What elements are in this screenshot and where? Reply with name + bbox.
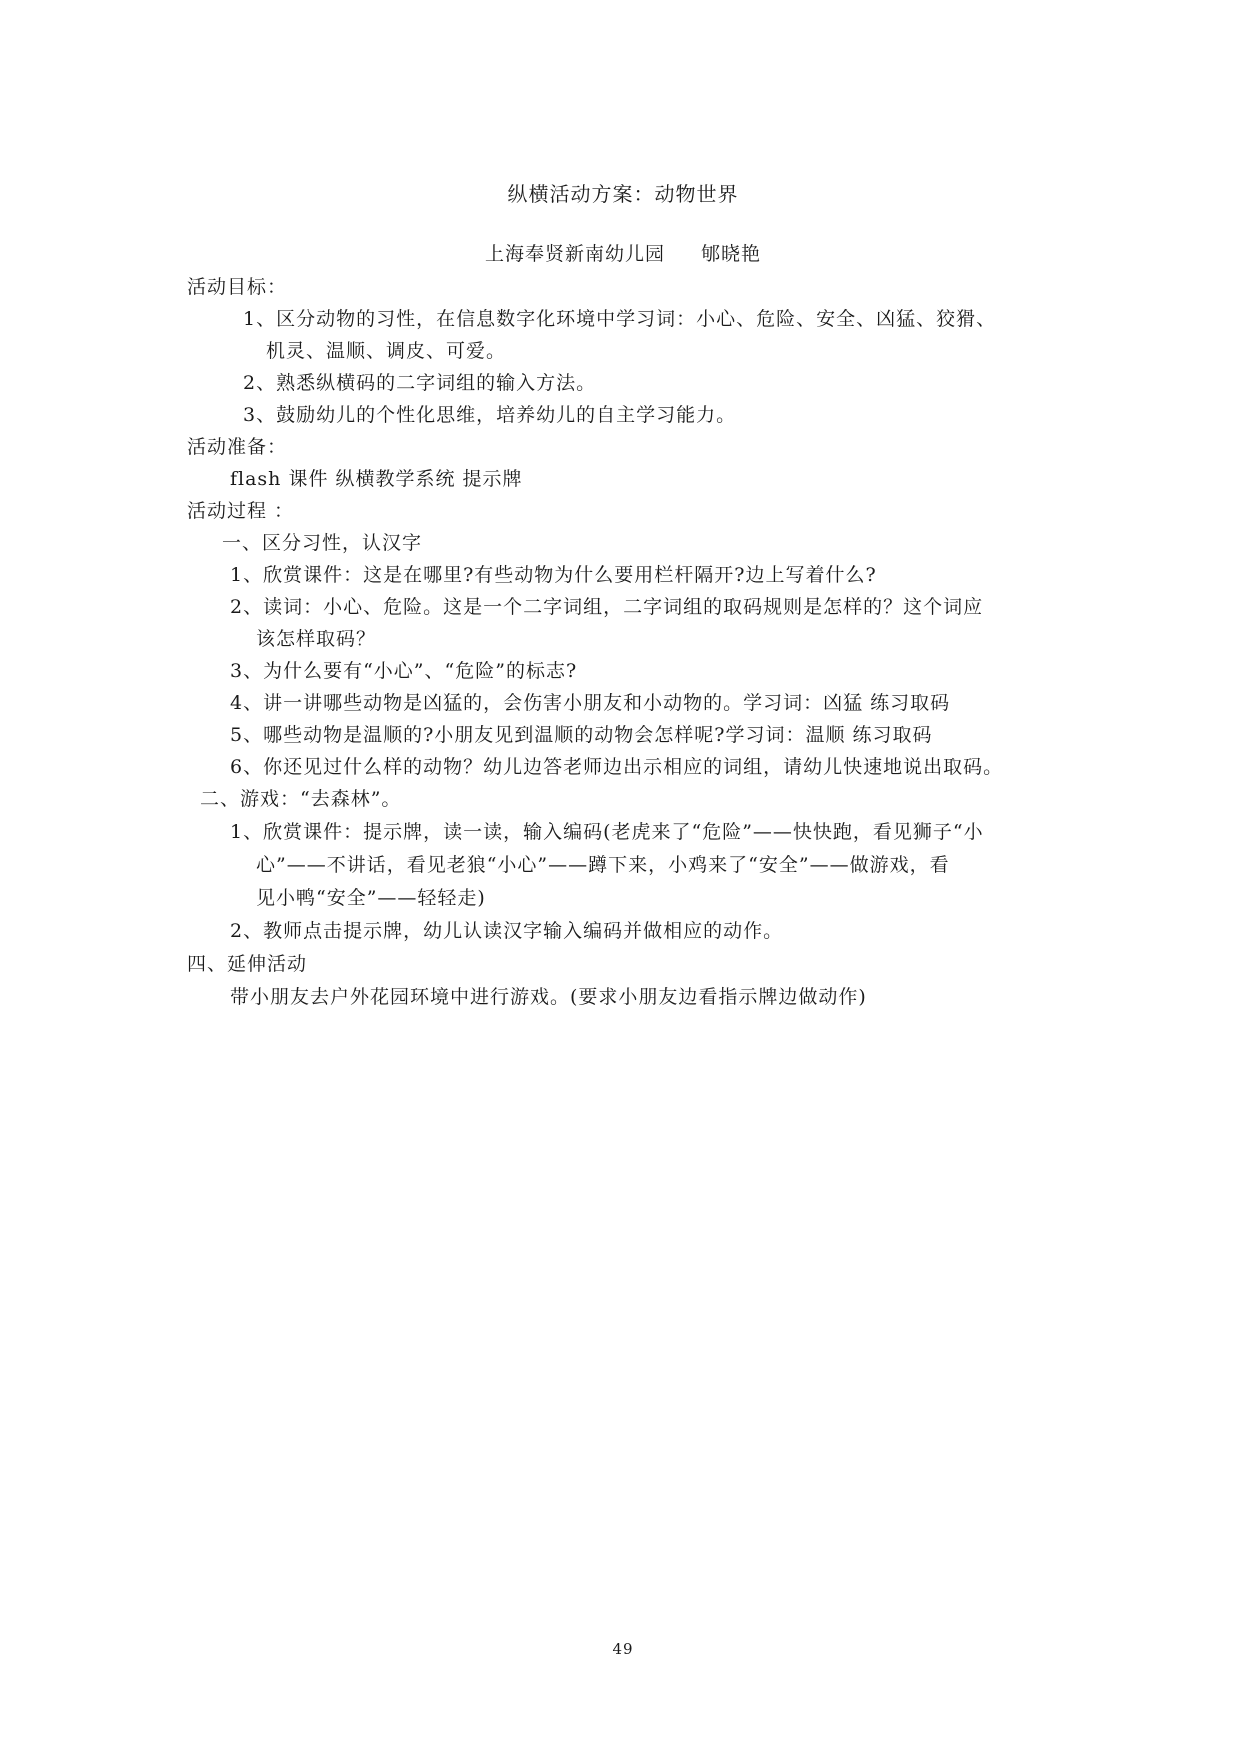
part1-step: 1、欣赏课件：这是在哪里?有些动物为什么要用栏杆隔开?边上写着什么? <box>230 564 877 586</box>
goal-item: 3、鼓励幼儿的个性化思维，培养幼儿的自主学习能力。 <box>243 404 737 426</box>
author-name: 郇晓艳 <box>701 243 762 265</box>
goal-item: 2、熟悉纵横码的二字词组的输入方法。 <box>243 372 597 394</box>
goal-item-continued: 机灵、温顺、调皮、可爱。 <box>266 340 507 362</box>
goals-heading: 活动目标： <box>187 276 288 298</box>
part1-step: 3、为什么要有“小心”、“危险”的标志? <box>230 660 578 682</box>
part2-step: 2、教师点击提示牌，幼儿认读汉字输入编码并做相应的动作。 <box>230 920 784 942</box>
part2-step-continued: 见小鸭“安全”——轻轻走) <box>256 887 486 909</box>
preparation-materials: flash 课件 纵横教学系统 提示牌 <box>230 468 523 490</box>
goal-item: 1、区分动物的习性，在信息数字化环境中学习词：小心、危险、安全、凶猛、狡猾、 <box>243 308 997 330</box>
part1-step-continued: 该怎样取码？ <box>256 628 377 650</box>
part4-text: 带小朋友去户外花园环境中进行游戏。(要求小朋友边看指示牌边做动作) <box>230 986 867 1008</box>
school-name: 上海奉贤新南幼儿园 <box>484 243 665 265</box>
page-title: 纵横活动方案：动物世界 <box>507 182 739 206</box>
part4-heading: 四、延伸活动 <box>187 953 308 975</box>
part1-step: 2、读词：小心、危险。这是一个二字词组，二字词组的取码规则是怎样的？这个词应 <box>230 596 984 618</box>
part1-step: 6、你还见过什么样的动物？幼儿边答老师边出示相应的词组，请幼儿快速地说出取码。 <box>230 756 1004 778</box>
page-number: 49 <box>612 1640 634 1658</box>
byline <box>0 240 1246 268</box>
preparation-heading: 活动准备： <box>187 436 288 458</box>
part2-step-continued: 心”——不讲话，看见老狼“小心”——蹲下来，小鸡来了“安全”——做游戏，看 <box>256 854 950 876</box>
part2-heading: 二、游戏：“去森林”。 <box>200 788 402 810</box>
process-heading: 活动过程 ： <box>187 500 295 522</box>
part1-step: 4、讲一讲哪些动物是凶猛的，会伤害小朋友和小动物的。学习词：凶猛 练习取码 <box>230 692 951 714</box>
part1-heading: 一、区分习性，认汉字 <box>222 532 423 554</box>
part2-step: 1、欣赏课件：提示牌，读一读，输入编码(老虎来了“危险”——快快跑，看见狮子“小 <box>230 821 984 843</box>
part1-step: 5、哪些动物是温顺的?小朋友见到温顺的动物会怎样呢?学习词：温顺 练习取码 <box>230 724 933 746</box>
